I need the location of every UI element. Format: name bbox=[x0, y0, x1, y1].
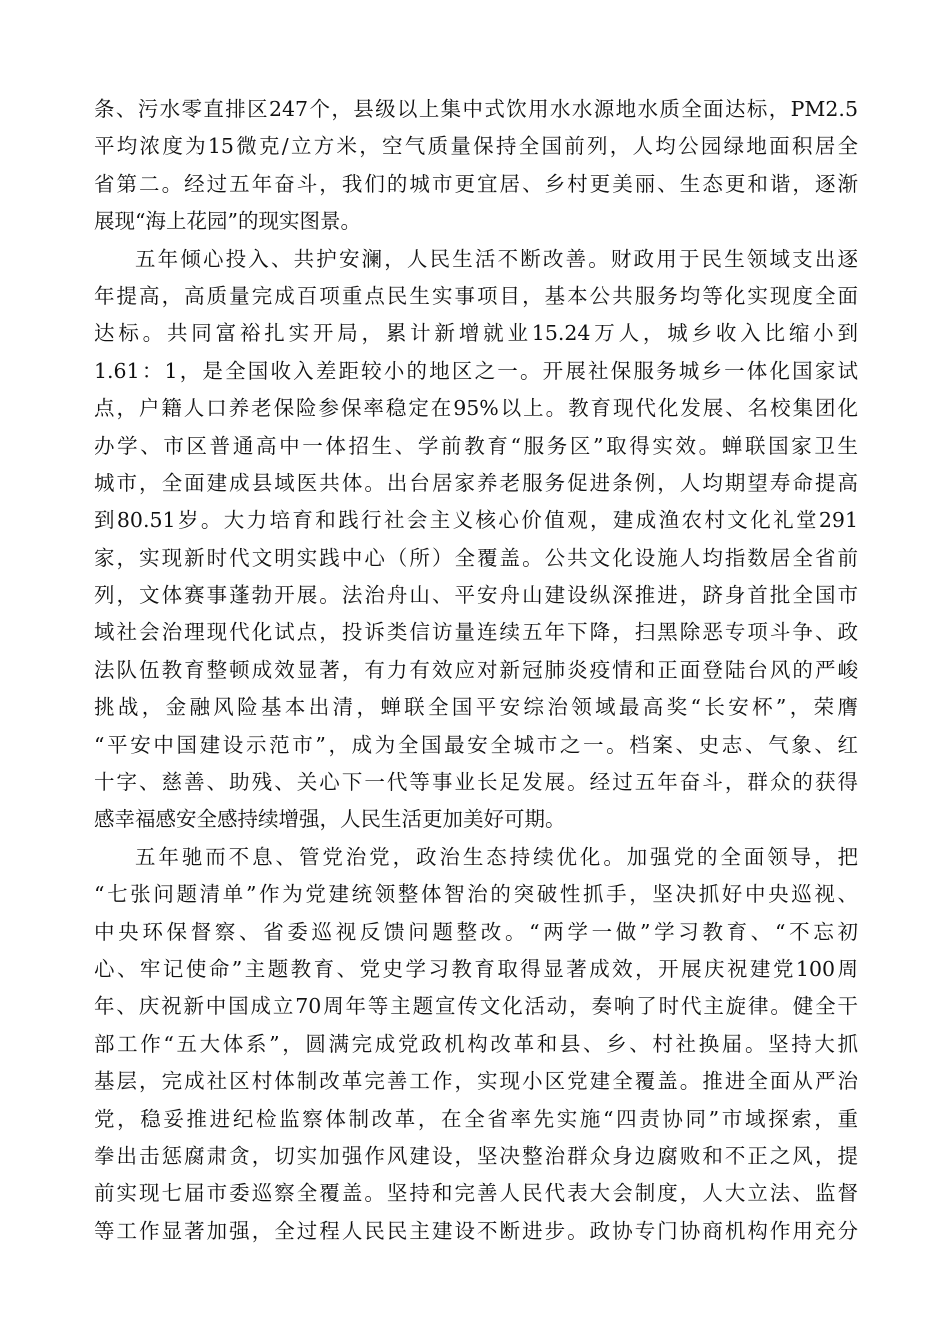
paragraph-2-line: 列，文体赛事蓬勃开展。法治舟山、平安舟山建设纵深推进，跻身首批全国市 bbox=[94, 583, 858, 608]
paragraph-3-line: 前实现七届市委巡察全覆盖。坚持和完善人民代表大会制度，人大立法、监督 bbox=[94, 1181, 858, 1206]
paragraph-2-line: 点，户籍人口养老保险参保率稳定在95%以上。教育现代化发展、名校集团化 bbox=[94, 396, 858, 421]
paragraph-3-line: 年、庆祝新中国成立70周年等主题宣传文化活动，奏响了时代主旋律。健全干 bbox=[94, 994, 858, 1019]
paragraph-3-line: 五年驰而不息、管党治党，政治生态持续优化。加强党的全面领导，把 bbox=[135, 844, 858, 869]
paragraph-2-line: 家，实现新时代文明实践中心（所）全覆盖。公共文化设施人均指数居全省前 bbox=[94, 545, 858, 570]
body-text bbox=[94, 91, 858, 1250]
paragraph-2-line: 到80.51岁。大力培育和践行社会主义核心价值观，建成渔农村文化礼堂291 bbox=[94, 508, 858, 533]
paragraph-2-line: 城市，全面建成县域医共体。出台居家养老服务促进条例，人均期望寿命提高 bbox=[94, 470, 858, 495]
paragraph-1-line: 省第二。经过五年奋斗，我们的城市更宜居、乡村更美丽、生态更和谐，逐渐 bbox=[94, 171, 858, 196]
paragraph-2-line: 挑战，金融风险基本出清，蝉联全国平安综治领域最高奖“长安杯”，荣膺 bbox=[94, 695, 858, 720]
paragraph-3-line: 拳出击惩腐肃贪，切实加强作风建设，坚决整治群众身边腐败和不正之风，提 bbox=[94, 1143, 858, 1168]
paragraph-2-line: 达标。共同富裕扎实开局，累计新增就业15.24万人，城乡收入比缩小到 bbox=[94, 321, 858, 346]
paragraph-1-line: 平均浓度为15微克/立方米，空气质量保持全国前列，人均公园绿地面积居全 bbox=[94, 134, 858, 159]
paragraph-3-line: 等工作显著加强，全过程人民民主建设不断进步。政协专门协商机构作用充分 bbox=[94, 1218, 858, 1243]
paragraph-2-line: 十字、慈善、助残、关心下一代等事业长足发展。经过五年奋斗，群众的获得 bbox=[94, 770, 858, 795]
paragraph-2-line: 年提高，高质量完成百项重点民生实事项目，基本公共服务均等化实现度全面 bbox=[94, 283, 858, 308]
paragraph-2-line: 感幸福感安全感持续增强，人民生活更加美好可期。 bbox=[94, 807, 566, 832]
paragraph-1-line: 条、污水零直排区247个，县级以上集中式饮用水水源地水质全面达标，PM2.5 bbox=[94, 97, 858, 121]
paragraph-2-line: 域社会治理现代化试点，投诉类信访量连续五年下降，扫黑除恶专项斗争、政 bbox=[94, 620, 858, 645]
paragraph-2-line: 法队伍教育整顿成效显著，有力有效应对新冠肺炎疫情和正面登陆台风的严峻 bbox=[94, 657, 858, 682]
paragraph-3-line: 心、牢记使命”主题教育、党史学习教育取得显著成效，开展庆祝建党100周 bbox=[94, 956, 858, 981]
paragraph-2-line: 1.61：1，是全国收入差距较小的地区之一。开展社保服务城乡一体化国家试 bbox=[94, 358, 858, 383]
paragraph-3-line: 部工作“五大体系”，圆满完成党政机构改革和县、乡、村社换届。坚持大抓 bbox=[94, 1031, 858, 1056]
paragraph-3-line: 中央环保督察、省委巡视反馈问题整改。“两学一做”学习教育、“不忘初 bbox=[94, 919, 858, 944]
paragraph-3-line: 基层，完成社区村体制改革完善工作，实现小区党建全覆盖。推进全面从严治 bbox=[94, 1069, 858, 1094]
paragraph-2-line: 五年倾心投入、共护安澜，人民生活不断改善。财政用于民生领域支出逐 bbox=[135, 246, 858, 271]
paragraph-2-line: 办学、市区普通高中一体招生、学前教育“服务区”取得实效。蝉联国家卫生 bbox=[94, 433, 858, 458]
paragraph-1-line: 展现“海上花园”的现实图景。 bbox=[94, 209, 361, 234]
paragraph-2-line: “平安中国建设示范市”，成为全国最安全城市之一。档案、史志、气象、红 bbox=[94, 732, 858, 757]
paragraph-3-line: “七张问题清单”作为党建统领整体智治的突破性抓手，坚决抓好中央巡视、 bbox=[94, 882, 858, 907]
paragraph-3-line: 党，稳妥推进纪检监察体制改革，在全省率先实施“四责协同”市域探索，重 bbox=[94, 1106, 858, 1131]
